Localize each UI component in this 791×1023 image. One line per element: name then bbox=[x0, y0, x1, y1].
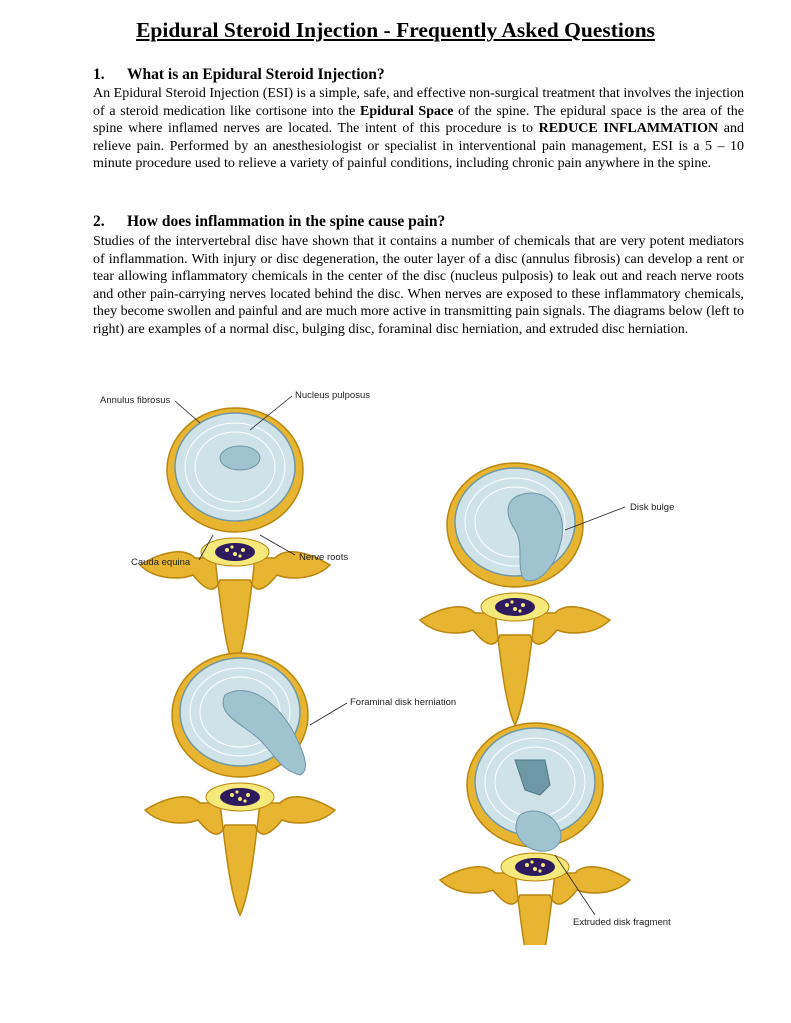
bold-term: REDUCE INFLAMMATION bbox=[538, 121, 719, 136]
label-disk-bulge: Disk bulge bbox=[630, 502, 675, 513]
bold-term: Epidural Space bbox=[360, 103, 454, 119]
normal-disc-diagram bbox=[140, 408, 330, 670]
question-1-heading bbox=[93, 66, 385, 84]
answer-text: and relieve pain. Performed by an anesthesiologist or specialist in interventional pain management, ESI is a 5 – 10 minute procedure used to relieve a variety of painful conditions, including chronic pain anywhere in the spine. bbox=[93, 121, 745, 171]
question-text: What is an Epidural Steroid Injection? bbox=[127, 66, 385, 83]
question-number: 1. bbox=[93, 66, 105, 83]
question-2-heading bbox=[93, 213, 445, 231]
label-extruded-fragment: Extruded disk fragment bbox=[573, 917, 671, 928]
answer-text: An Epidural Steroid Injection (ESI) is a simple, safe, and effective non-surgical treatment that involves the injection of a steroid medication like cortisone into the bbox=[93, 86, 744, 119]
answer-2-paragraph: Studies of the intervertebral disc have shown that it contains a number of chemicals that are very potent mediators of inflammation. With injury or disc degeneration, the outer layer of a disc (annulus fibrosis) can develop a rent or tear allowing inflammatory chemicals in the center of the disc (nucleus pulposis) to leak out and reach nerve roots and other pain-carrying nerves located behind the disc. When nerves are exposed to these inflammatory chemicals, they become swollen and painful and are much more active in transmitting pain signals. The diagrams below (left to right) are examples of a normal disc, bulging disc, foraminal disc herniation, and extruded disc herniation. bbox=[93, 234, 744, 337]
answer-text: of the spine. The epidural space is the area of the spine where inflamed nerves are located. The intent of this procedure is to bbox=[93, 103, 744, 136]
foraminal-herniation-diagram bbox=[145, 653, 335, 915]
extruded-fragment-diagram bbox=[440, 723, 630, 945]
question-text: How does inflammation in the spine cause pain? bbox=[127, 213, 446, 230]
label-nerve-roots: Nerve roots bbox=[299, 552, 349, 563]
answer-1-paragraph bbox=[93, 85, 744, 173]
disc-bulge-diagram bbox=[420, 463, 610, 725]
question-number: 2. bbox=[93, 213, 105, 230]
page-title: Epidural Steroid Injection - Frequently Asked Questions bbox=[136, 18, 655, 42]
label-cauda-equina: Cauda equina bbox=[131, 557, 191, 568]
disc-herniation-diagrams bbox=[95, 385, 695, 945]
label-nucleus-pulposus: Nucleus pulposus bbox=[295, 390, 370, 401]
label-foraminal-herniation: Foraminal disk herniation bbox=[350, 697, 457, 708]
label-annulus-fibrosus: Annulus fibrosus bbox=[100, 395, 171, 406]
